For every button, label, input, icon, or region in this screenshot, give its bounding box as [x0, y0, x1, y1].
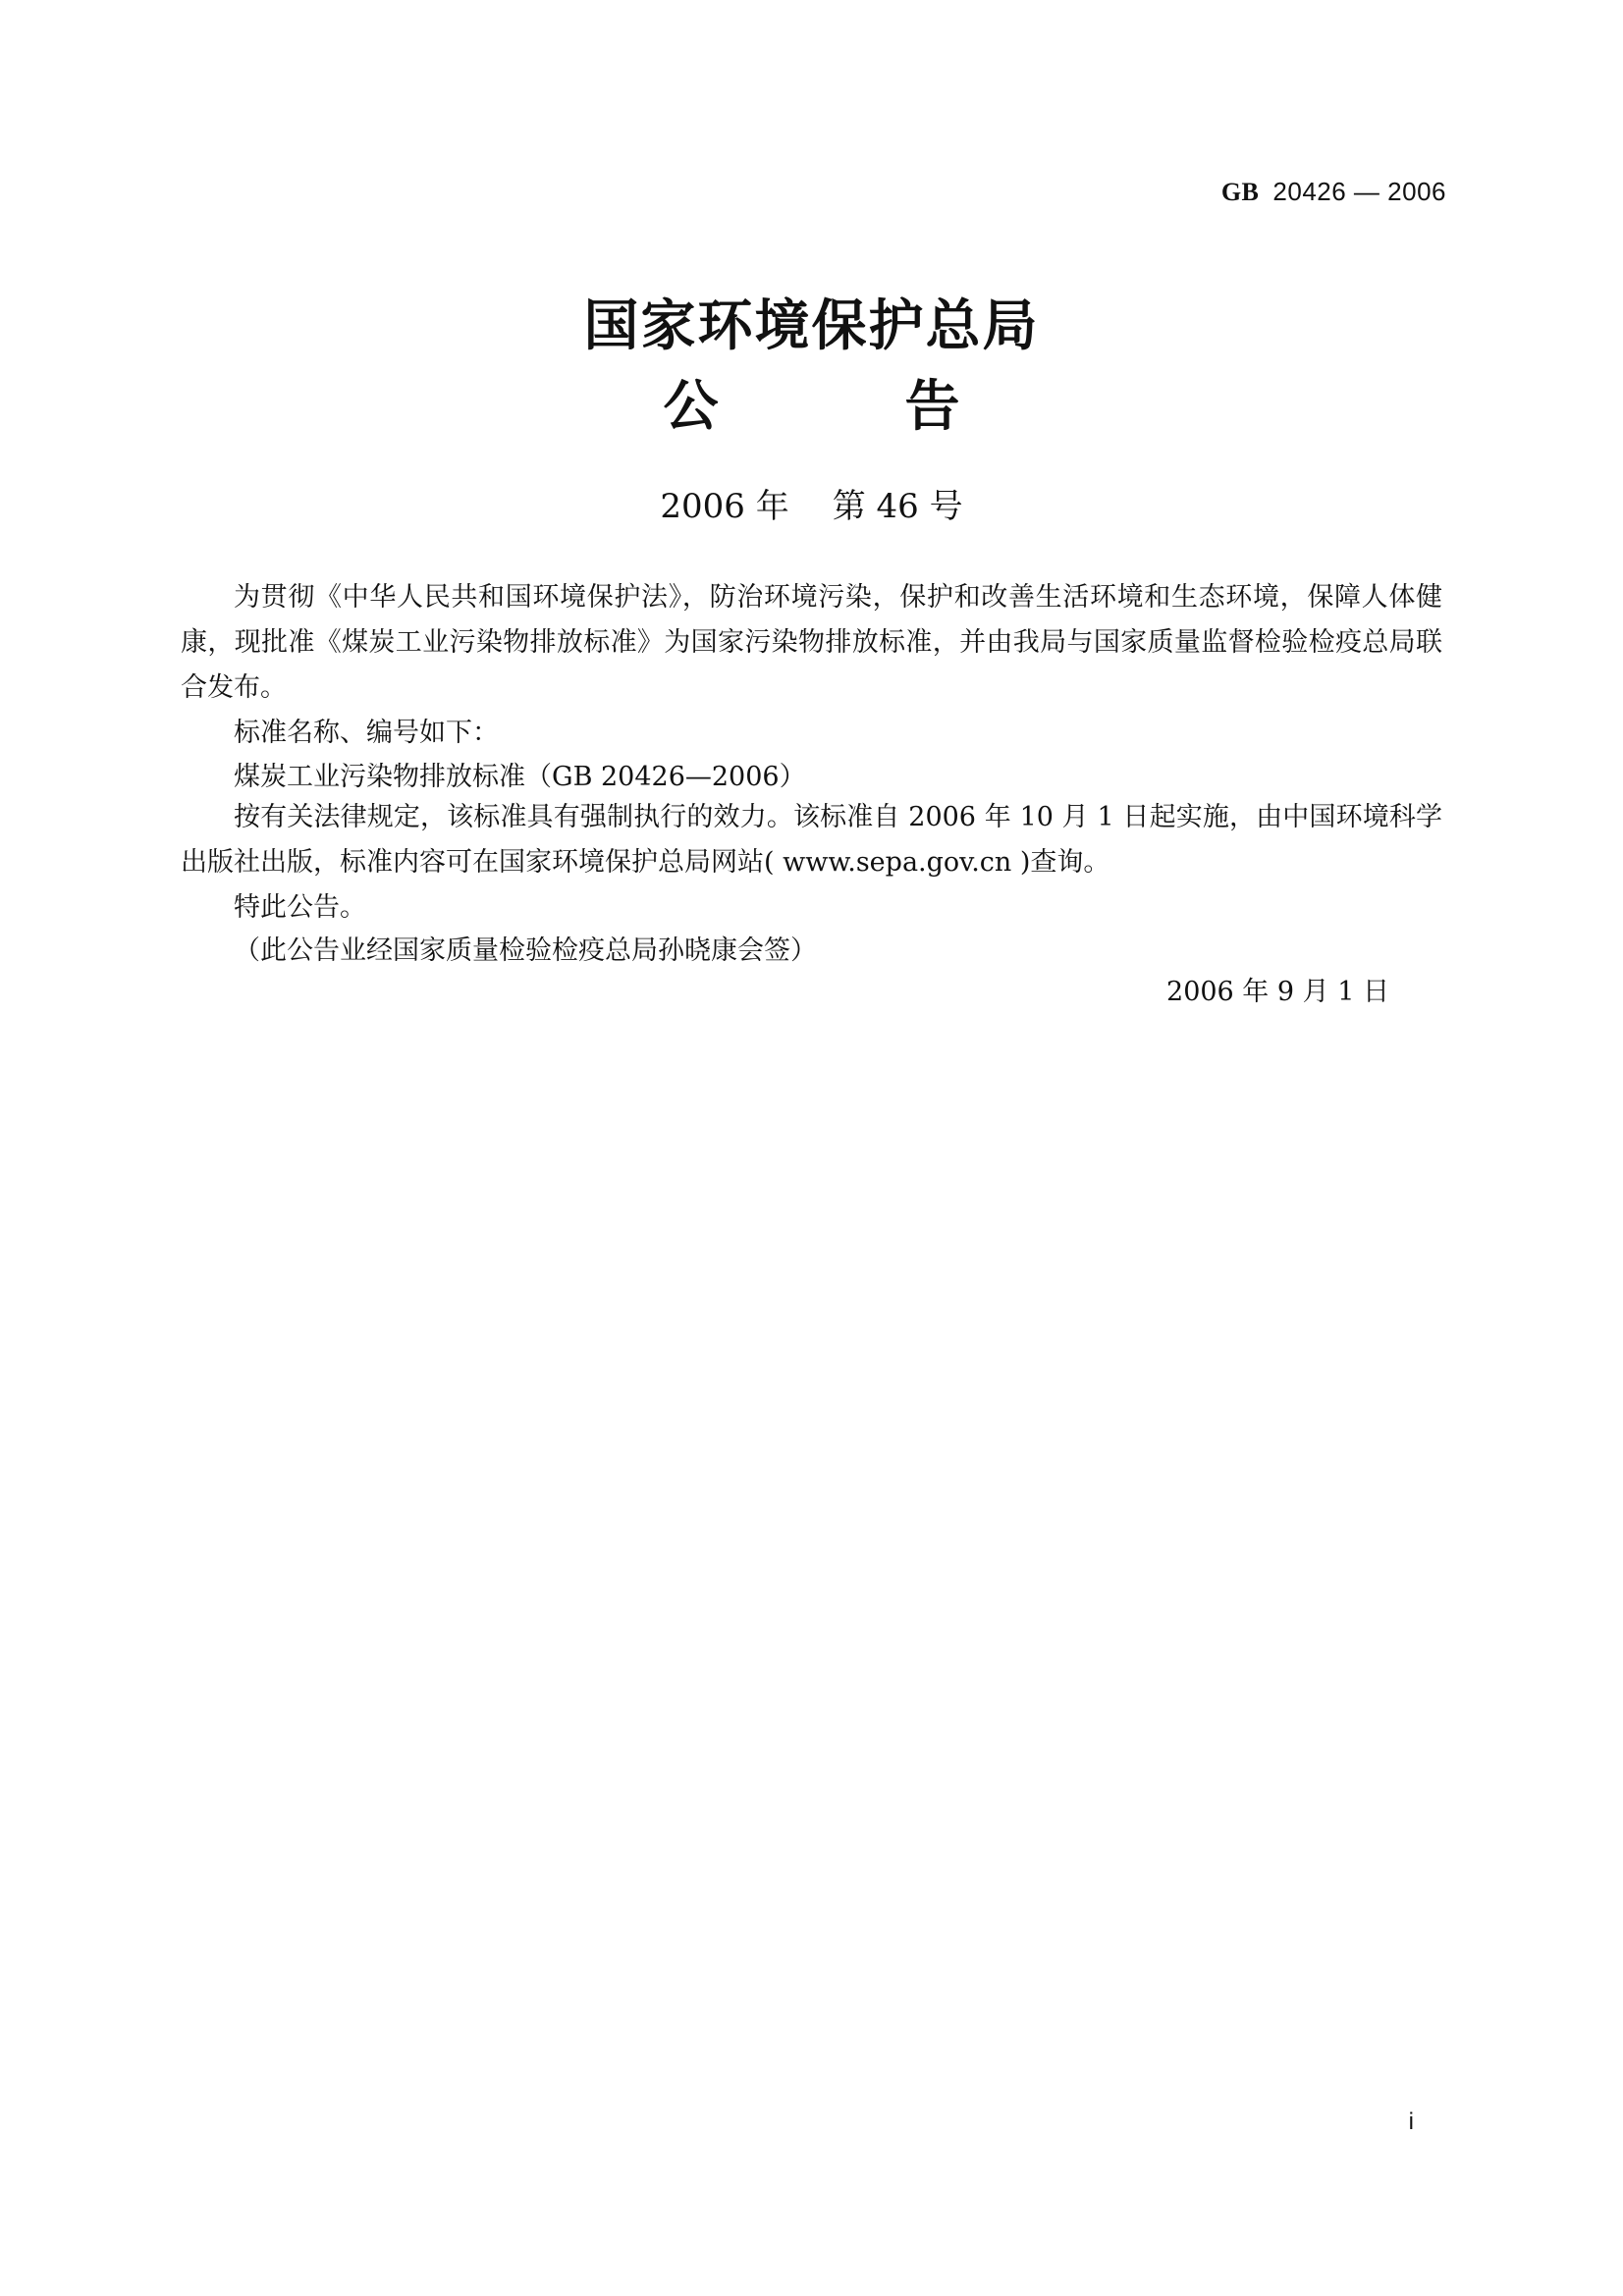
agency-title: 国家环境保护总局 [583, 294, 1040, 358]
body-paragraph-6: （此公告业经国家质量检验检疫总局孙晓康会签） [234, 935, 817, 966]
standard-number: 20426 — 2006 [1272, 177, 1446, 206]
signature-date: 2006 年 9 月 1 日 [1166, 977, 1389, 1007]
page-number: i [1408, 2109, 1414, 2135]
issue-year: 2006 年 [660, 487, 789, 526]
issue-line [0, 479, 1623, 527]
body-paragraph-1-container [181, 575, 1442, 711]
standard-code [1221, 177, 1446, 207]
body-paragraph-5: 特此公告。 [234, 892, 366, 923]
body-paragraph-2: 标准名称、编号如下： [234, 718, 499, 748]
standard-prefix: GB [1220, 178, 1260, 206]
body-paragraph-3: 煤炭工业污染物排放标准（GB 20426—2006） [234, 762, 806, 792]
body-paragraph-4-container [181, 795, 1442, 885]
body-paragraph-1: 为贯彻《中华人民共和国环境保护法》，防治环境污染，保护和改善生活环境和生态环境，保障人体健康，现批准《煤炭工业污染物排放标准》为国家污染物排放标准，并由我局与国家质量监督检验检疫总局联合发布。 [181, 582, 1442, 703]
notice-title: 公告 [663, 375, 1147, 439]
issue-number: 第 46 号 [832, 487, 963, 526]
body-paragraph-4: 按有关法律规定，该标准具有强制执行的效力。该标准自 2006 年 10 月 1 日起实施，由中国环境科学出版社出版，标准内容可在国家环境保护总局网站( www.sepa.gov.cn )查询。 [181, 802, 1442, 878]
